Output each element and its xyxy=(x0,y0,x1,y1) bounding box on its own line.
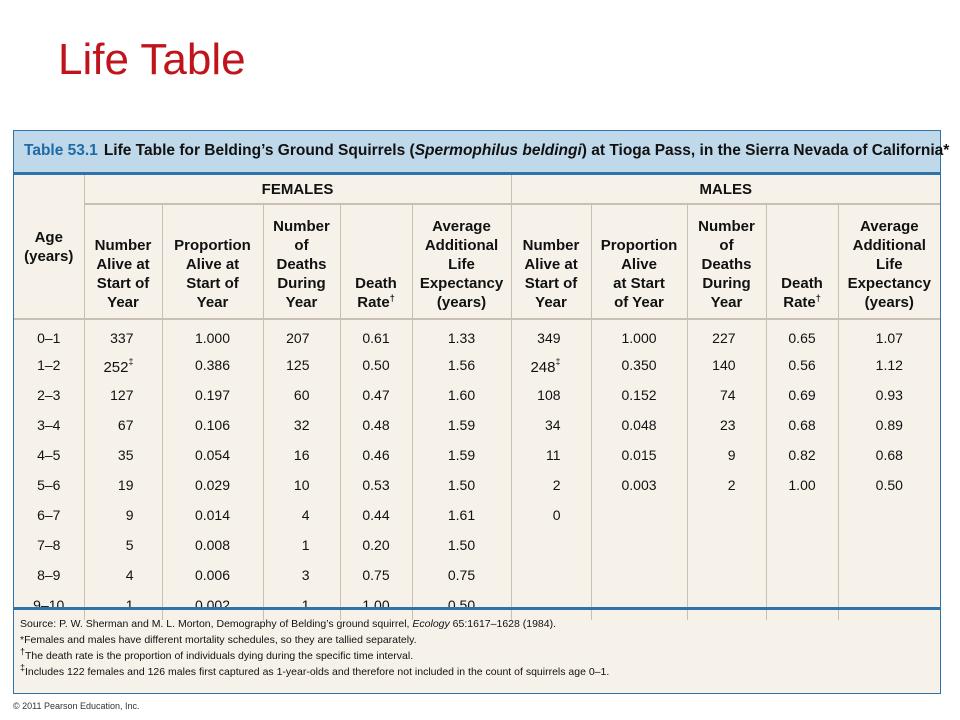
cell-age: 9–10 xyxy=(14,590,84,620)
cell-f-exp: 1.50 xyxy=(412,470,511,500)
cell-m-deaths: 2 xyxy=(687,470,766,500)
header-line: Rate xyxy=(357,294,390,311)
header-line: Average xyxy=(432,218,491,235)
table-row xyxy=(14,350,940,380)
cell-f-deaths: 60 xyxy=(263,380,340,410)
cell-age: 1–2 xyxy=(14,350,84,380)
header-line: of Year xyxy=(614,294,664,311)
header-line: Additional xyxy=(852,237,926,254)
cell-f-prop: 0.002 xyxy=(162,590,263,620)
cell-f-alive: 337 xyxy=(84,319,162,350)
footnote-mark: ‡ xyxy=(128,355,134,366)
cell-f-rate: 0.44 xyxy=(340,500,412,530)
note-double-dagger: ‡Includes 122 females and 126 males first captured as 1-year-olds and therefore not included in the count of squirrels age 0–1. xyxy=(20,662,610,678)
cell-f-alive: 35 xyxy=(84,440,162,470)
cell-m-rate: 0.69 xyxy=(766,380,838,410)
life-table xyxy=(14,175,940,620)
cell-m-alive: 349 xyxy=(511,319,591,350)
cell-f-prop: 0.006 xyxy=(162,560,263,590)
header-line: Number xyxy=(522,237,580,254)
cell-f-exp: 1.60 xyxy=(412,380,511,410)
cell-m-rate: 0.82 xyxy=(766,440,838,470)
cell-m-deaths xyxy=(687,560,766,590)
cell-age: 7–8 xyxy=(14,530,84,560)
note-source: Source: P. W. Sherman and M. L. Morton, Demography of Belding’s ground squirrel, Ecology 65:1617–1628 (1984). xyxy=(20,618,557,630)
header-line: (years) xyxy=(864,294,914,311)
footnote-mark: † xyxy=(815,293,821,303)
cell-f-exp: 1.50 xyxy=(412,530,511,560)
cell-m-deaths: 9 xyxy=(687,440,766,470)
cell-m-exp: 1.07 xyxy=(875,330,903,346)
cell-f-exp: 1.33 xyxy=(412,319,511,350)
header-line: Life xyxy=(448,256,475,273)
table-number: Table 53.1 xyxy=(24,142,98,159)
header-line: During xyxy=(277,275,326,292)
cell-f-alive: 67 xyxy=(84,410,162,440)
cell-f-deaths: 3 xyxy=(263,560,340,590)
header-line: Year xyxy=(285,294,318,311)
cell-m-rate xyxy=(766,560,838,590)
cell-f-prop: 0.054 xyxy=(162,440,263,470)
cell-f-rate: 0.48 xyxy=(340,410,412,440)
cell-m-deaths: 23 xyxy=(687,410,766,440)
cell-f-deaths: 10 xyxy=(263,470,340,500)
table-title-post: ) at Tioga Pass, in the Sierra Nevada of California* xyxy=(581,142,950,159)
group-header-females: FEMALES xyxy=(84,175,511,204)
header-line: Alive xyxy=(621,256,657,273)
col-header-f-life-expectancy xyxy=(412,204,511,319)
cell-f-rate: 1.00 xyxy=(340,590,412,620)
table-title-pre: Life Table for Belding’s Ground Squirrels ( xyxy=(103,142,415,159)
header-line: (years) xyxy=(24,247,74,265)
cell-m-rate xyxy=(766,500,838,530)
header-line: of xyxy=(719,237,734,254)
col-header-m-deaths xyxy=(687,204,766,319)
header-line: Alive at xyxy=(185,256,240,273)
header-line: Alive at xyxy=(524,256,578,273)
cell-m-rate: 0.68 xyxy=(766,410,838,440)
cell-m-exp: 0.89 xyxy=(875,417,903,433)
header-line: Number xyxy=(273,218,330,235)
header-line: Year xyxy=(107,294,139,311)
cell-f-prop: 0.197 xyxy=(162,380,263,410)
cell-m-rate xyxy=(766,530,838,560)
cell-f-deaths: 32 xyxy=(263,410,340,440)
header-line: Rate xyxy=(783,294,816,311)
cell-m-exp: 1.12 xyxy=(875,357,903,373)
table-row xyxy=(14,560,940,590)
cell-m-deaths: 140 xyxy=(687,350,766,380)
cell-f-exp: 1.59 xyxy=(412,410,511,440)
cell-m-prop: 0.015 xyxy=(591,440,687,470)
col-header-f-number-alive xyxy=(84,204,162,319)
cell-m-exp: 0.68 xyxy=(875,447,903,463)
cell-f-exp: 1.59 xyxy=(412,440,511,470)
cell-f-prop: 0.386 xyxy=(162,350,263,380)
cell-f-exp: 1.56 xyxy=(412,350,511,380)
cell-m-exp xyxy=(838,530,940,560)
cell-age: 4–5 xyxy=(14,440,84,470)
header-line: Number xyxy=(94,237,152,254)
cell-m-prop xyxy=(591,560,687,590)
footnote-mark: † xyxy=(389,293,395,303)
cell-m-deaths xyxy=(687,530,766,560)
table-row xyxy=(14,319,940,350)
header-line: During xyxy=(702,275,751,292)
table-row xyxy=(14,440,940,470)
cell-m-exp: 0.50 xyxy=(875,477,903,493)
cell-f-exp: 1.61 xyxy=(412,500,511,530)
life-table-figure xyxy=(13,130,950,694)
cell-m-rate: 0.56 xyxy=(766,350,838,380)
header-line: Expectancy xyxy=(847,275,931,292)
cell-f-prop: 0.106 xyxy=(162,410,263,440)
table-row xyxy=(14,380,940,410)
cell-m-exp xyxy=(838,560,940,590)
cell-m-alive: 0 xyxy=(511,500,591,530)
header-line: Number xyxy=(698,218,755,235)
cell-f-rate: 0.46 xyxy=(340,440,412,470)
cell-f-alive: 252‡ xyxy=(84,350,162,380)
table-notes xyxy=(14,607,940,693)
header-line: of xyxy=(294,237,309,254)
header-line: Proportion xyxy=(600,237,678,254)
col-header-m-death-rate xyxy=(766,204,838,319)
col-header-m-life-expectancy xyxy=(838,204,940,319)
cell-m-deaths xyxy=(687,500,766,530)
header-line: Alive at xyxy=(96,256,150,273)
header-line: Deaths xyxy=(276,256,327,273)
header-line: Additional xyxy=(424,237,499,254)
cell-age: 0–1 xyxy=(14,319,84,350)
cell-f-rate: 0.61 xyxy=(340,319,412,350)
cell-m-rate: 0.65 xyxy=(766,319,838,350)
cell-m-deaths: 74 xyxy=(687,380,766,410)
table-caption xyxy=(14,131,950,175)
cell-m-prop: 0.003 xyxy=(591,470,687,500)
cell-age: 5–6 xyxy=(14,470,84,500)
col-header-f-deaths xyxy=(263,204,340,319)
cell-age: 8–9 xyxy=(14,560,84,590)
cell-f-rate: 0.20 xyxy=(340,530,412,560)
header-line: Start of xyxy=(524,275,578,292)
cell-m-alive: 34 xyxy=(511,410,591,440)
cell-m-prop xyxy=(591,530,687,560)
cell-f-deaths: 1 xyxy=(263,530,340,560)
cell-age: 6–7 xyxy=(14,500,84,530)
col-header-m-number-alive xyxy=(511,204,591,319)
cell-m-exp xyxy=(838,500,940,530)
cell-f-alive: 127 xyxy=(84,380,162,410)
cell-m-alive: 11 xyxy=(511,440,591,470)
cell-f-alive: 4 xyxy=(84,560,162,590)
cell-age: 2–3 xyxy=(14,380,84,410)
cell-f-alive: 5 xyxy=(84,530,162,560)
col-header-f-death-rate xyxy=(340,204,412,319)
cell-f-alive: 9 xyxy=(84,500,162,530)
table-row xyxy=(14,410,940,440)
header-line: Expectancy xyxy=(419,275,504,292)
header-line: Death xyxy=(781,275,823,292)
cell-m-alive xyxy=(511,530,591,560)
cell-f-alive: 19 xyxy=(84,470,162,500)
cell-f-deaths: 16 xyxy=(263,440,340,470)
cell-f-exp: 0.50 xyxy=(412,590,511,620)
header-line: Year xyxy=(535,294,567,311)
cell-m-alive: 2 xyxy=(511,470,591,500)
header-line: Age xyxy=(34,228,63,246)
group-header-males: MALES xyxy=(511,175,940,204)
cell-m-alive: 248‡ xyxy=(511,350,591,380)
note-dagger: †The death rate is the proportion of individuals dying during the specific time interval. xyxy=(20,646,414,662)
footnote-mark: ‡ xyxy=(555,355,561,366)
cell-f-prop: 0.014 xyxy=(162,500,263,530)
table-row xyxy=(14,500,940,530)
table-title-species: Spermophilus beldingi xyxy=(414,142,582,159)
cell-m-alive: 108 xyxy=(511,380,591,410)
cell-m-exp: 0.93 xyxy=(875,387,903,403)
cell-m-prop: 1.000 xyxy=(591,319,687,350)
header-line: Year xyxy=(196,294,229,311)
cell-f-rate: 0.47 xyxy=(340,380,412,410)
header-line: Death xyxy=(355,275,397,292)
header-line: Start of xyxy=(186,275,239,292)
cell-m-alive xyxy=(511,560,591,590)
cell-m-prop: 0.152 xyxy=(591,380,687,410)
cell-m-rate: 1.00 xyxy=(766,470,838,500)
note-star: *Females and males have different mortality schedules, so they are tallied separately. xyxy=(20,634,417,646)
table-row xyxy=(14,470,940,500)
cell-age: 3–4 xyxy=(14,410,84,440)
cell-m-deaths: 227 xyxy=(687,319,766,350)
header-line: at Start xyxy=(613,275,665,292)
cell-f-deaths: 207 xyxy=(263,319,340,350)
slide-title: Life Table xyxy=(58,35,246,84)
cell-f-alive: 1 xyxy=(84,590,162,620)
col-header-age xyxy=(14,175,84,319)
header-line: (years) xyxy=(436,294,487,311)
cell-f-deaths: 125 xyxy=(263,350,340,380)
cell-m-prop: 0.048 xyxy=(591,410,687,440)
col-header-f-proportion-alive xyxy=(162,204,263,319)
cell-f-deaths: 4 xyxy=(263,500,340,530)
header-line: Start of xyxy=(96,275,150,292)
cell-f-exp: 0.75 xyxy=(412,560,511,590)
header-line: Deaths xyxy=(701,256,752,273)
cell-m-prop xyxy=(591,500,687,530)
table-row xyxy=(14,530,940,560)
cell-f-rate: 0.53 xyxy=(340,470,412,500)
header-line: Life xyxy=(875,256,903,273)
cell-f-prop: 0.008 xyxy=(162,530,263,560)
cell-f-deaths: 1 xyxy=(263,590,340,620)
col-header-m-proportion-alive xyxy=(591,204,687,319)
cell-f-prop: 1.000 xyxy=(162,319,263,350)
cell-f-prop: 0.029 xyxy=(162,470,263,500)
cell-m-prop: 0.350 xyxy=(591,350,687,380)
header-line: Year xyxy=(710,294,743,311)
copyright-notice: © 2011 Pearson Education, Inc. xyxy=(13,701,140,711)
cell-f-rate: 0.75 xyxy=(340,560,412,590)
cell-f-rate: 0.50 xyxy=(340,350,412,380)
header-line: Average xyxy=(859,218,919,235)
header-line: Proportion xyxy=(174,237,251,254)
